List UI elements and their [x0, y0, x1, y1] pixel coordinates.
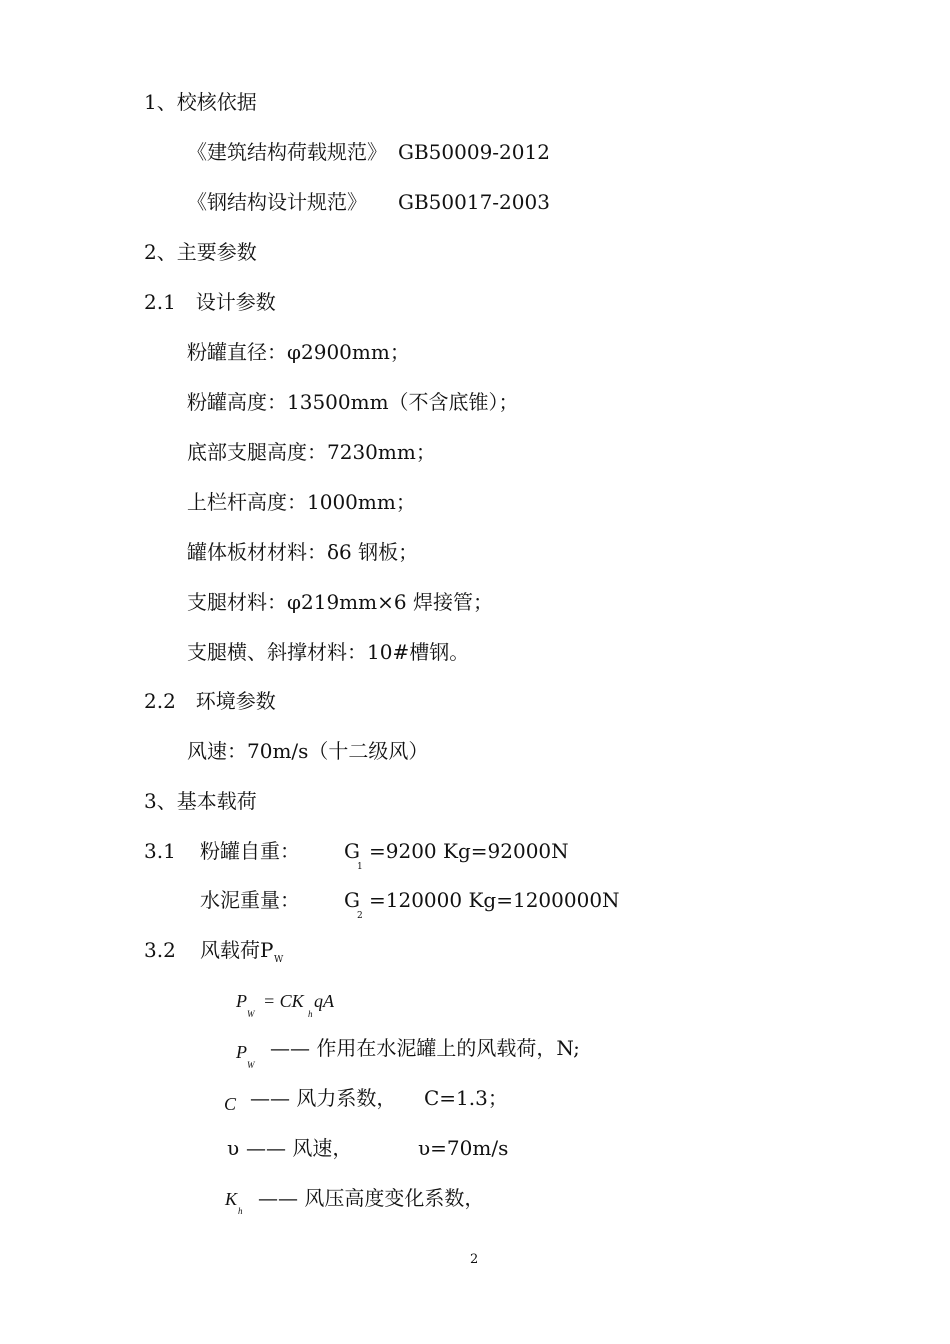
def-k-subscript: h [238, 1206, 243, 1216]
param-leg-height: 底部支腿高度：7230mm； [187, 440, 436, 464]
param-height: 粉罐高度：13500mm（不含底锥）； [187, 390, 519, 414]
section-1-heading: 1、校核依据 [144, 90, 257, 114]
def-p-symbol: P [236, 1042, 247, 1062]
param-leg-material: 支腿材料：φ219mm×6 焊接管； [187, 590, 493, 614]
formula-k-subscript: h [308, 1009, 313, 1019]
standard-2-code: GB50017-2003 [398, 190, 550, 214]
param-diameter: 粉罐直径：φ2900mm； [187, 340, 410, 364]
def-v-value: υ=70m/s [418, 1136, 509, 1160]
standard-2-name: 《钢结构设计规范》 [187, 190, 367, 214]
wind-load-label: 风载荷P [200, 938, 274, 962]
formula-lhs-p: P [236, 991, 247, 1011]
g1-value: =9200 Kg=92000N [369, 839, 569, 863]
def-v-text: —— 风速， [246, 1136, 353, 1160]
def-k-text: —— 风压高度变化系数， [258, 1186, 485, 1210]
g2-value: =120000 Kg=1200000N [369, 888, 620, 912]
subsection-3-1-number: 3.1 [144, 839, 176, 863]
formula-qa: qA [314, 991, 334, 1011]
formula-ck: = CK [263, 991, 304, 1011]
env-wind-speed: 风速：70m/s（十二级风） [187, 739, 429, 763]
def-p-subscript: W [247, 1060, 255, 1070]
g1-symbol: G [344, 839, 360, 863]
def-c-text: —— 风力系数， [250, 1086, 397, 1110]
self-weight-label: 粉罐自重： [200, 839, 300, 863]
def-p-text: —— 作用在水泥罐上的风载荷，N; [270, 1036, 580, 1060]
section-3-heading: 3、基本载荷 [144, 789, 257, 813]
subsection-2-1: 2.1 设计参数 [144, 290, 276, 314]
cement-weight-label: 水泥重量： [200, 888, 300, 912]
wind-load-label-subscript: W [274, 955, 284, 965]
standard-1-code: GB50009-2012 [398, 140, 550, 164]
g1-index: 1 [357, 862, 363, 872]
def-k-symbol: K [225, 1189, 238, 1209]
g2-symbol: G [344, 888, 360, 912]
g2-index: 2 [357, 911, 363, 921]
def-v-symbol: υ [227, 1136, 240, 1160]
param-brace-material: 支腿横、斜撑材料：10#槽钢。 [187, 640, 470, 664]
param-railing-height: 上栏杆高度：1000mm； [187, 490, 416, 514]
formula-lhs-subscript: W [247, 1009, 255, 1019]
standard-1-name: 《建筑结构荷载规范》 [187, 140, 387, 164]
subsection-3-2-number: 3.2 [144, 938, 176, 962]
subsection-2-2: 2.2 环境参数 [144, 689, 276, 713]
page-number: 2 [470, 1252, 479, 1267]
param-plate-material: 罐体板材材料：δ6 钢板； [187, 540, 419, 564]
def-c-value: C=1.3； [424, 1086, 508, 1110]
section-2-heading: 2、主要参数 [144, 240, 257, 264]
def-c-symbol: C [224, 1094, 237, 1114]
